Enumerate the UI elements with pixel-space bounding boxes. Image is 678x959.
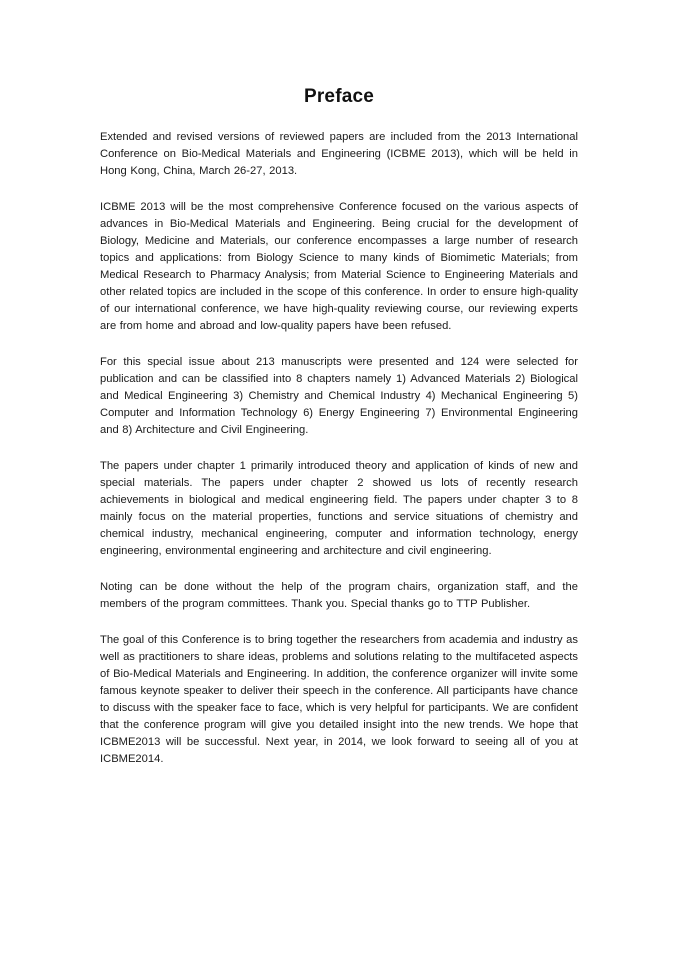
paragraph-intro: Extended and revised versions of reviewed papers are included from the 2013 International Conference on Bio-Medical Materials and Engineering (ICBME 2013), which will be held in Hong Kong, China, March 26-27, 2013. [100,131,578,177]
paragraph-acknowledgements: Noting can be done without the help of the program chairs, organization staff, and the members of the program committees. Thank you. Special thanks go to TTP Publisher. [100,581,578,610]
paragraph-conference-scope: ICBME 2013 will be the most comprehensive Conference focused on the various aspects of advances in Bio-Medical Materials and Engineering. Being crucial for the development of Biology, Medicine and Materials, our conference encompasses a large number of research topics and applications: from Biology Science to many kinds of Biomimetic Materials; from Medical Research to Pharmacy Analysis; from Material Science to Engineering Materials and other related topics are included in the scope of this conference. In order to ensure high-quality of our international conference, we have high-quality reviewing course, our reviewing experts are from home and abroad and low-quality papers have been refused. [100,201,578,332]
paragraph-chapter-contents: The papers under chapter 1 primarily introduced theory and application of kinds of new and special materials. The papers under chapter 2 showed us lots of recently research achievements in biological and medical engineering field. The papers under chapter 3 to 8 mainly focus on the material properties, functions and service situations of chemistry and chemical industry, mechanical engineering, computer and information technology, energy engineering, environmental engineering and architecture and civil engineering. [100,460,578,557]
paragraph-manuscripts-chapters: For this special issue about 213 manuscripts were presented and 124 were selected for publication and can be classified into 8 chapters namely 1) Advanced Materials 2) Biological and Medical Engineering 3) Chemistry and Chemical Industry 4) Mechanical Engineering 5) Computer and Information Technology 6) Energy Engineering 7) Environmental Engineering and 8) Architecture and Civil Engineering. [100,356,578,436]
paragraph-conference-goal: The goal of this Conference is to bring together the researchers from academia and industry as well as practitioners to share ideas, problems and solutions relating to the multifaceted aspects of Bio-Medical Materials and Engineering. In addition, the conference organizer will invite some famous keynote speaker to deliver their speech in the conference. All participants have chance to discuss with the speaker face to face, which is very helpful for participants. We are confident that the conference program will give you detailed insight into the new trends. We hope that ICBME2013 will be successful. Next year, in 2014, we look forward to seeing all of you at ICBME2014. [100,634,578,765]
document-body [100,129,578,768]
page-title: Preface [303,86,375,107]
